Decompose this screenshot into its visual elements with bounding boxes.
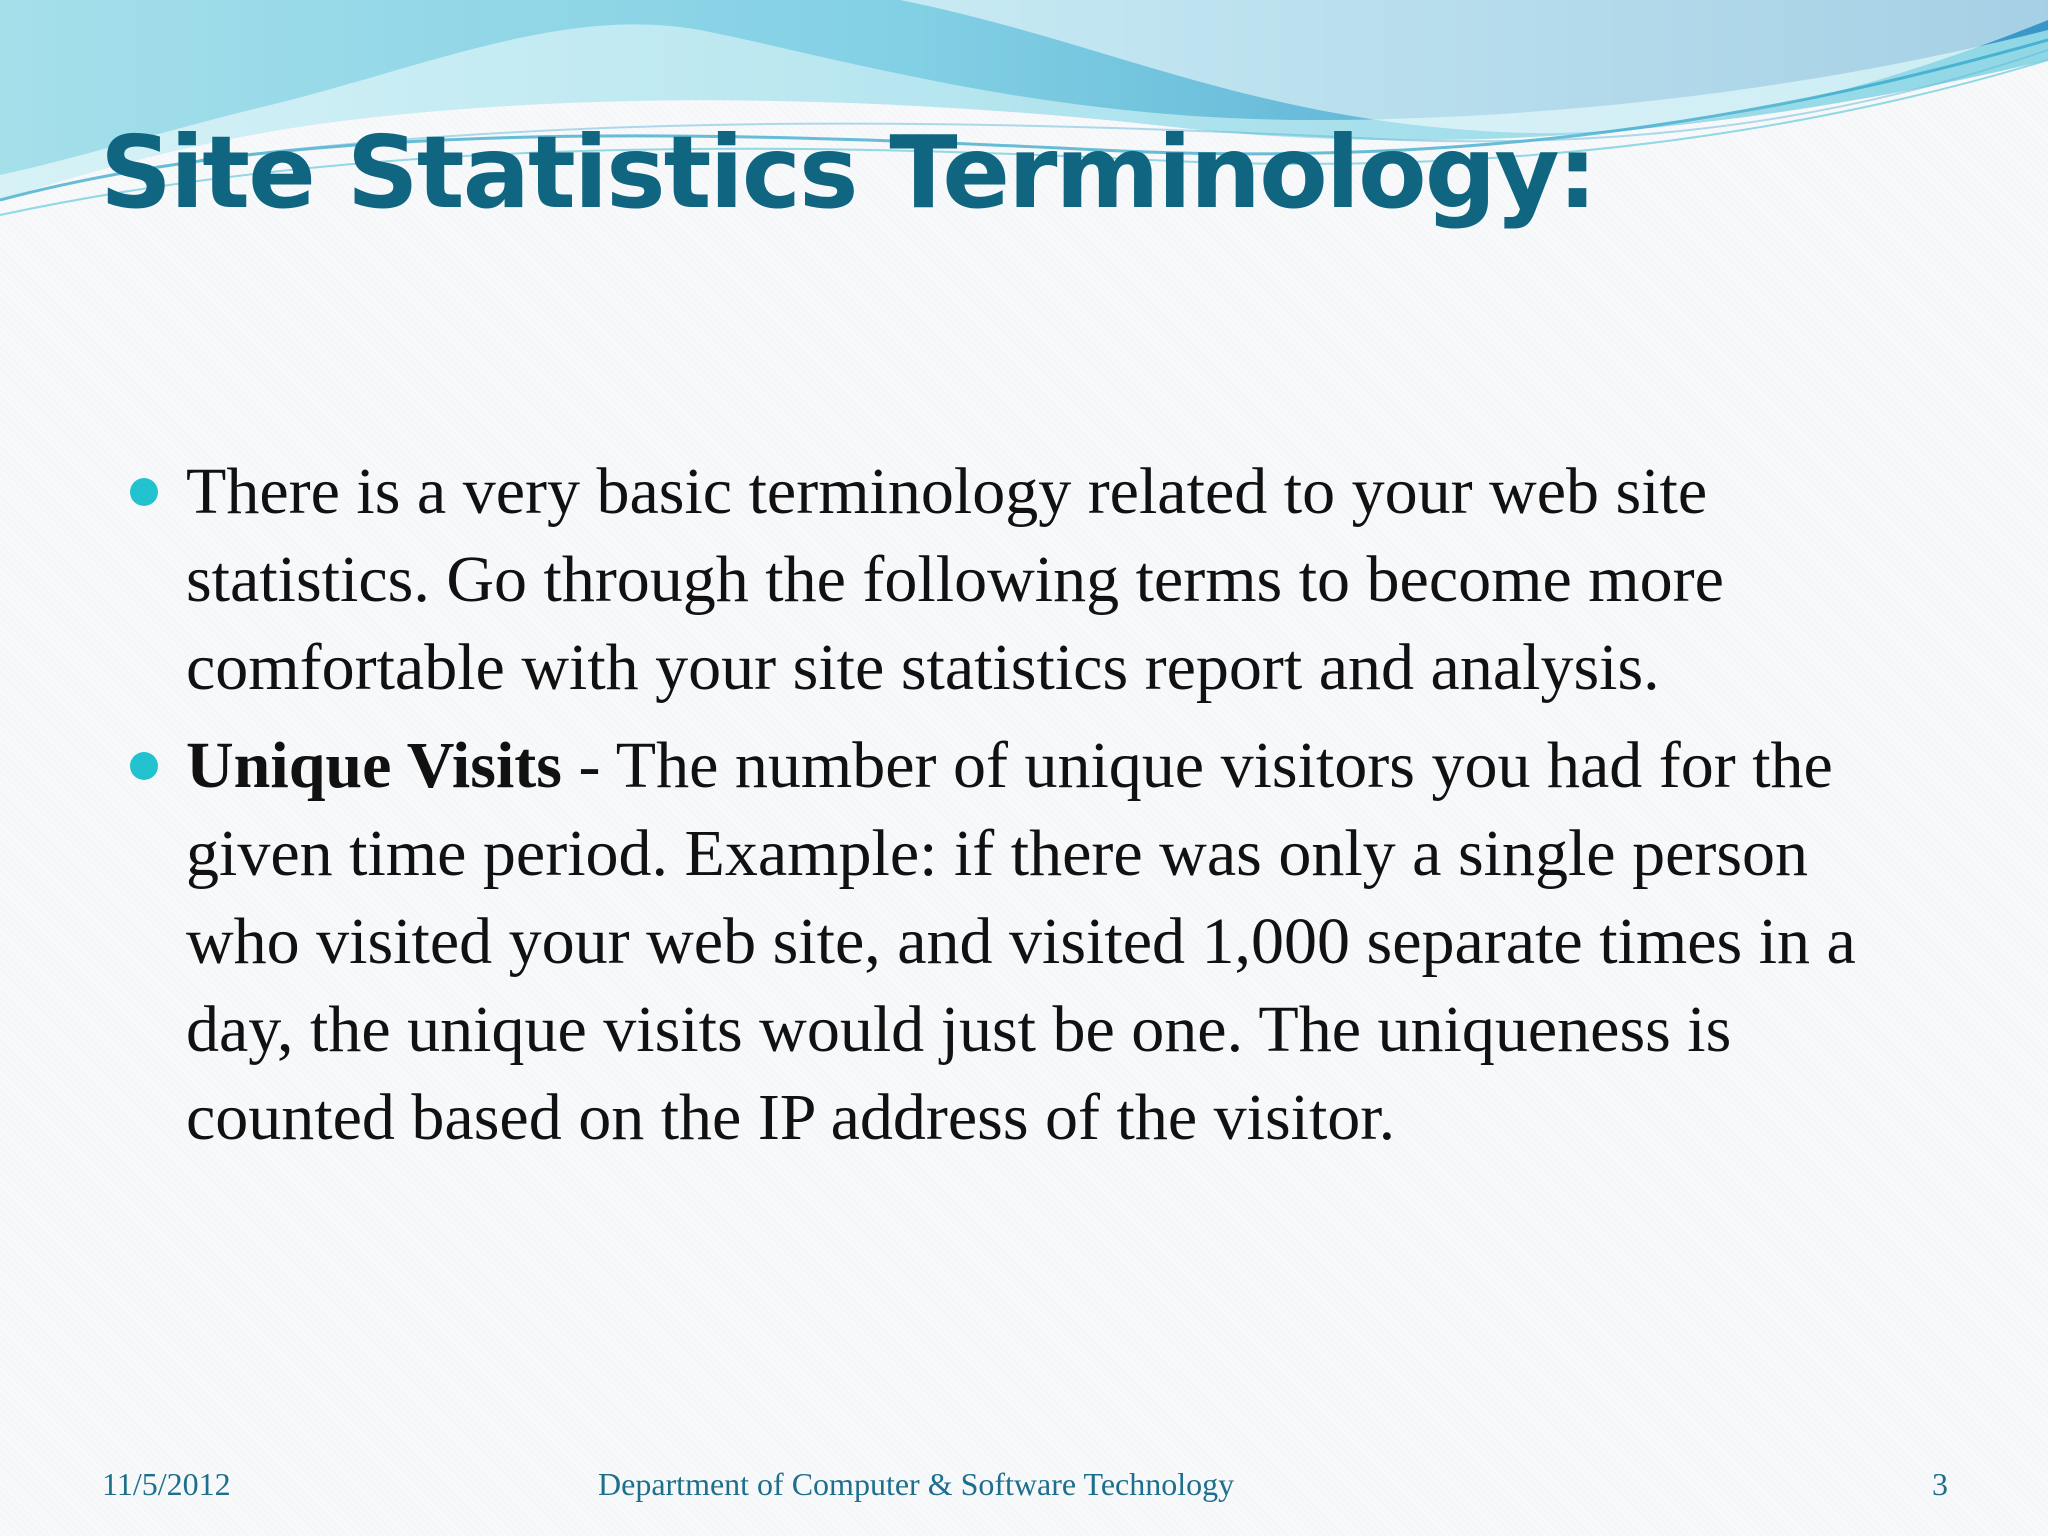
bullet-text: There is a very basic terminology related to your web site statistics. Go through the following terms to become more comfortable with your site statistics report and analysis. — [186, 455, 1724, 704]
bullet-list — [128, 448, 1908, 1172]
footer-date: 11/5/2012 — [102, 1466, 231, 1502]
bullet-item-intro — [128, 448, 1908, 712]
footer-department: Department of Computer & Software Technology — [598, 1466, 1235, 1502]
bullet-text: - The number of unique visitors you had for the given time period. Example: if there was only a single person who visited your web site, and visited 1,000 separate times in a day, the unique visits would just be one. The uniqueness is counted based on the IP address of the visitor. — [186, 729, 1856, 1154]
slide-title: Site Statistics Terminology: — [100, 114, 1596, 231]
bullet-dot-icon — [130, 478, 158, 506]
bullet-item-unique-visits — [128, 722, 1908, 1162]
bullet-dot-icon — [130, 752, 158, 780]
footer-page-number: 3 — [1932, 1466, 1948, 1502]
bullet-term: Unique Visits — [186, 729, 562, 802]
